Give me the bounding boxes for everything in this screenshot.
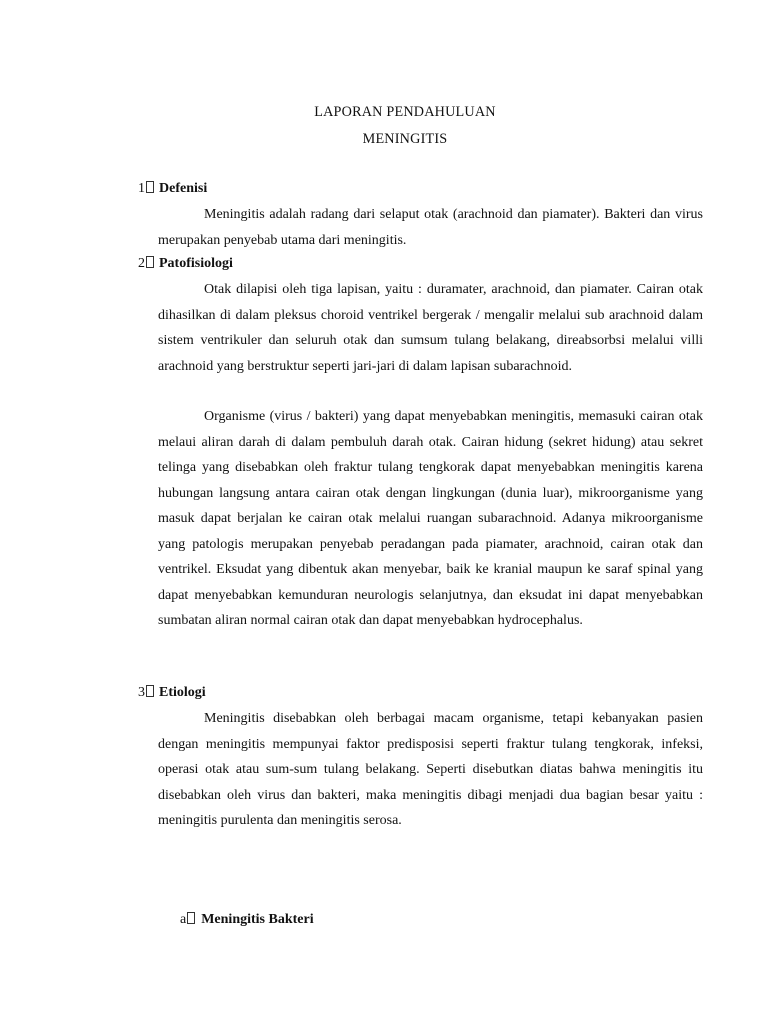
section-1-label: Defenisi (159, 181, 208, 196)
section-3-label: Etiologi (159, 685, 206, 700)
missing-glyph-icon (187, 912, 195, 924)
section-3-paragraph-1: Meningitis disebabkan oleh berbagai macam organisme, tetapi kebanyakan pasien dengan meningitis mempunyai faktor predisposisi seperti fraktur tulang tengkorak, infeksi, operasi otak atau sum-sum tulang belakang. Seperti disebutkan diatas bahwa meningitis itu disebabkan oleh virus dan bakteri, maka meningitis dibagi menjadi dua bagian besar yaitu : meningitis purulenta dan meningitis serosa. (158, 711, 703, 828)
document-title-line1: LAPORAN PENDAHULUAN (314, 104, 496, 120)
missing-glyph-icon (146, 181, 154, 193)
subsection-a-label: Meningitis Bakteri (201, 912, 314, 927)
section-2-paragraph-2: Organisme (virus / bakteri) yang dapat menyebabkan meningitis, memasuki cairan otak melaui aliran darah di dalam pembuluh darah otak. Cairan hidung (sekret hidung) atau sekret telinga yang disebabkan oleh fraktur tulang tengkorak dapat menyebabkan meningitis karena hubungan langsung antara cairan otak dengan lingkungan (dunia luar), mikroorganisme yang masuk dapat berjalan ke cairan otak melalui ruangan subarachnoid. Adanya mikroorganisme yang patologis merupakan penyebab peradangan pada piamater, arachnoid, cairan otak dan ventrikel. Eksudat yang dibentuk akan menyebar, baik ke kranial maupun ke saraf spinal yang dapat menyebabkan kemunduran neurologis selanjutnya, dan eksudat ini dapat menyebabkan sumbatan aliran normal cairan otak dan dapat menyebabkan hydrocephalus. (158, 409, 703, 628)
section-2-paragraph-1: Otak dilapisi oleh tiga lapisan, yaitu : duramater, arachnoid, dan piamater. Cairan otak dihasilkan di dalam pleksus choroid ventrikel bergerak / mengalir melalui sub arachnoid dalam sistem ventrikuler dan seluruh otak dan sumsum tulang belakang, direabsorbsi melalui villi arachnoid yang berstruktur seperti jari-jari di dalam lapisan subarachnoid. (158, 282, 703, 374)
section-3-heading (138, 685, 206, 701)
missing-glyph-icon (146, 685, 154, 697)
section-2-number: 2 (138, 256, 145, 271)
section-2-label: Patofisiologi (159, 256, 233, 271)
section-1-number: 1 (138, 181, 145, 196)
section-3-number: 3 (138, 685, 145, 700)
subsection-a-letter: a (180, 912, 187, 927)
document-title-line2: MENINGITIS (362, 131, 448, 147)
section-2-heading (138, 256, 233, 272)
subsection-a-heading (180, 912, 314, 928)
missing-glyph-icon (146, 256, 154, 268)
section-1-paragraph-1: Meningitis adalah radang dari selaput otak (arachnoid dan piamater). Bakteri dan virus merupakan penyebab utama dari meningitis. (158, 207, 703, 248)
section-1-heading (138, 181, 207, 197)
